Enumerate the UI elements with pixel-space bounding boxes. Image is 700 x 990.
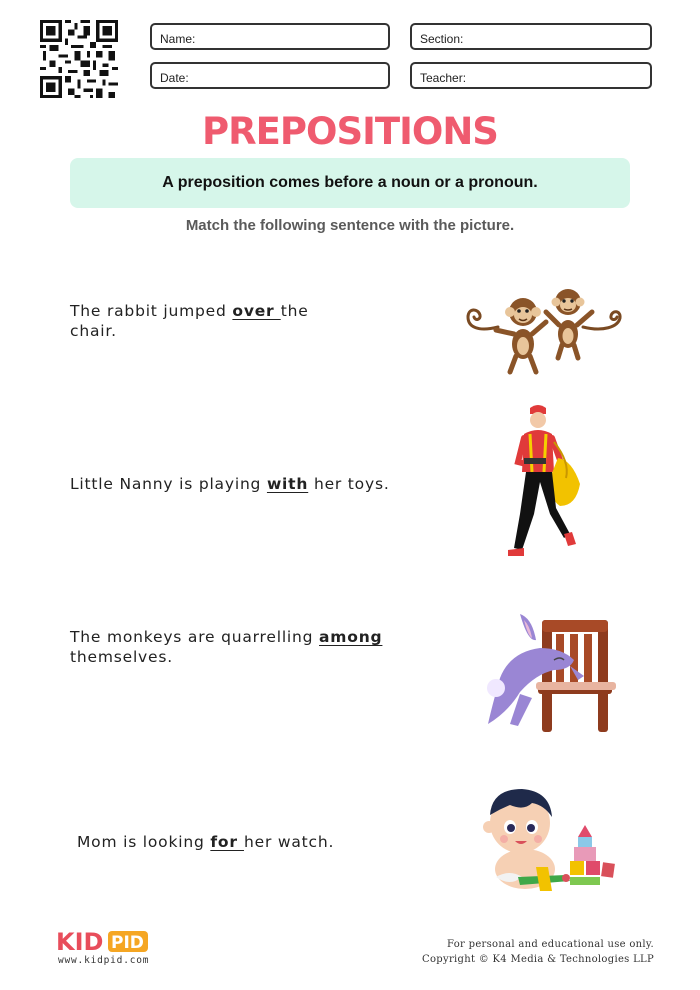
sentence-text: her toys. bbox=[308, 475, 390, 493]
name-label: Name: bbox=[160, 32, 196, 46]
sentence-1 bbox=[70, 301, 309, 341]
date-field[interactable] bbox=[150, 62, 390, 89]
preposition-keyword: for bbox=[210, 833, 244, 851]
sentence-text: themselves. bbox=[70, 648, 173, 666]
sentence-3 bbox=[70, 627, 382, 667]
definition-banner bbox=[70, 158, 630, 208]
sentence-text: chair. bbox=[70, 322, 117, 340]
copyright-note bbox=[422, 937, 654, 967]
usage-note: For personal and educational use only. bbox=[447, 939, 654, 950]
date-label: Date: bbox=[160, 71, 189, 85]
sentence-text: Little Nanny is playing bbox=[70, 475, 267, 493]
preposition-keyword: among bbox=[319, 628, 383, 646]
kidpid-logo-icon bbox=[56, 928, 150, 954]
sentence-text: her watch. bbox=[243, 833, 335, 851]
sentence-text: The monkeys are quarrelling bbox=[70, 628, 320, 646]
website-url[interactable]: www.kidpid.com bbox=[58, 955, 150, 966]
svg-text:KID: KID bbox=[56, 928, 104, 954]
instruction-text: Match the following sentence with the picture. bbox=[185, 217, 515, 234]
sentence-text: the bbox=[280, 302, 309, 320]
svg-text:PID: PID bbox=[111, 933, 144, 953]
sentence-2 bbox=[70, 474, 390, 494]
baby-toys-icon bbox=[470, 785, 620, 897]
name-field[interactable] bbox=[150, 23, 390, 50]
page-title: PREPOSITIONS bbox=[202, 110, 498, 153]
woman-walking-icon bbox=[500, 402, 590, 562]
definition-text: A preposition comes before a noun or a pronoun. bbox=[162, 174, 538, 191]
section-field[interactable] bbox=[410, 23, 652, 50]
qr-code-icon bbox=[40, 20, 118, 98]
teacher-field[interactable] bbox=[410, 62, 652, 89]
monkeys-icon bbox=[458, 282, 633, 377]
sentence-text: The rabbit jumped bbox=[70, 302, 233, 320]
copyright-text: Copyright © K4 Media & Technologies LLP bbox=[422, 954, 654, 965]
section-label: Section: bbox=[420, 32, 464, 46]
sentence-4 bbox=[77, 832, 334, 852]
preposition-keyword: over bbox=[232, 302, 281, 320]
teacher-label: Teacher: bbox=[420, 71, 467, 85]
sentence-text: Mom is looking bbox=[77, 833, 211, 851]
preposition-keyword: with bbox=[266, 475, 309, 493]
rabbit-chair-icon bbox=[480, 608, 620, 736]
